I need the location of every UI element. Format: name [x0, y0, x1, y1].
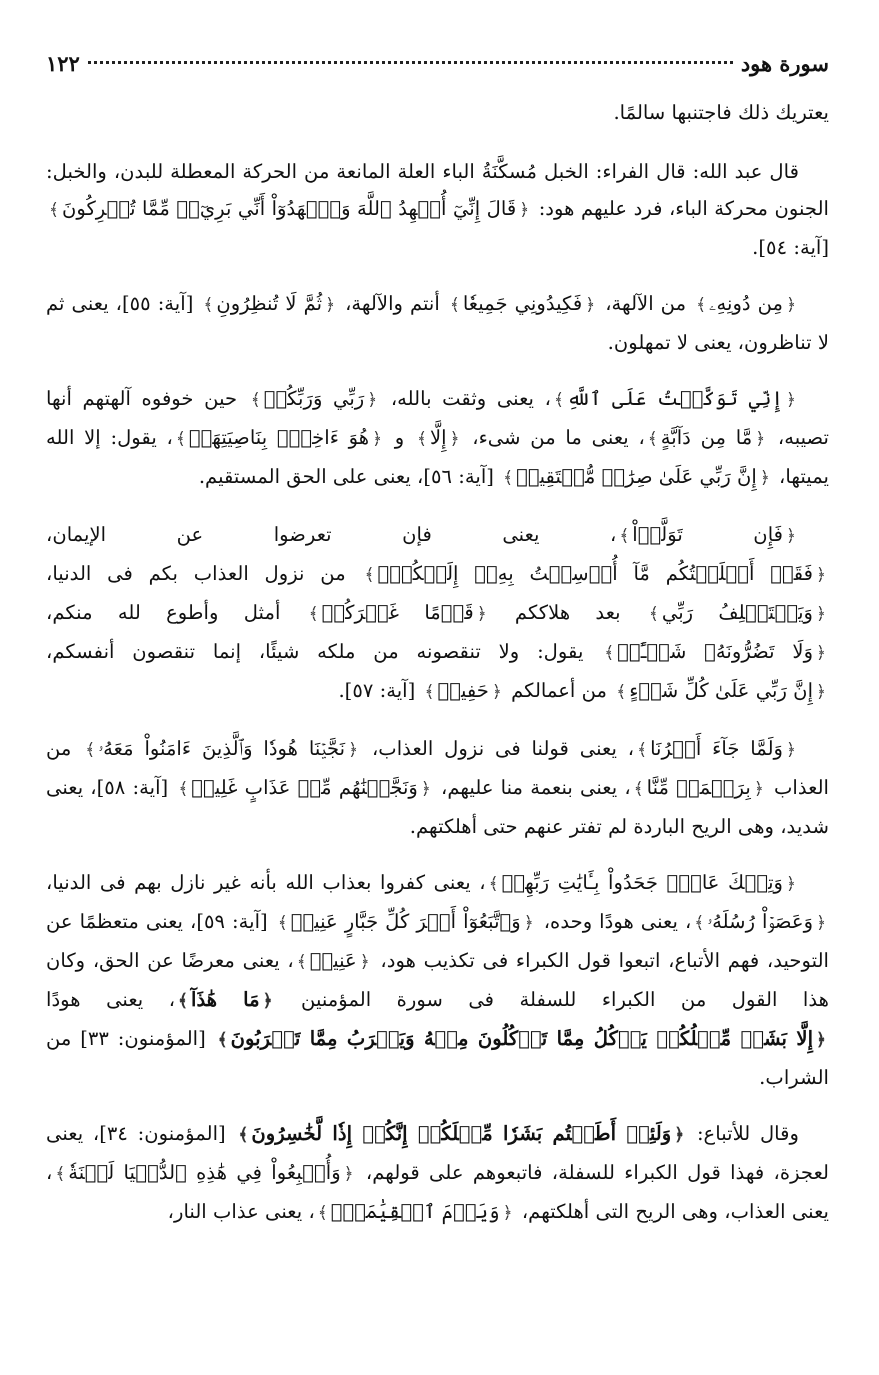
commentary-text: ، يعنى ما من شىء،: [462, 426, 645, 449]
commentary-text: ، يقول: إلا الله يميتها،: [46, 426, 829, 488]
commentary-text: [المؤمنون: ٣٤]، يعنى لعجزة، فهذا قول الكبراء للسفلة، فاتبعوهم على قولهم،: [46, 1122, 829, 1184]
ornate-bracket-close: ﴾: [694, 913, 705, 933]
quran-text: وَلَئِنۡ أَطَعۡتُم بَشَرٗا مِّثۡلَكُمۡ إِنَّكُمۡ إِذٗا لَّخَٰسِرُونَ: [251, 1122, 672, 1145]
commentary-text: يقول: ولا تنقصونه من ملكه شيئًا، إنما تنقصون أنفسكم،: [46, 640, 602, 663]
ornate-bracket-open: ﴿: [786, 390, 796, 410]
quran-quote: [646, 601, 829, 624]
quran-text: هُوَ ءَاخِذُۢ بِنَاصِيَتِهَآۚ: [188, 426, 370, 449]
commentary-text: ، يعنى عذاب النار،: [167, 1200, 315, 1223]
ornate-bracket-open: ﴿: [816, 913, 827, 933]
paragraph: [46, 864, 829, 1096]
quran-quote: [613, 679, 829, 702]
header-dot-leader: [88, 47, 733, 64]
ornate-bracket-open: ﴿: [348, 740, 359, 760]
commentary-text: [آية: ٥٧].: [338, 679, 422, 702]
ornate-bracket-open: ﴿: [476, 604, 487, 624]
commentary-text: ، يعنى العذاب، وهى الريح التى أهلكتهم،: [46, 1161, 829, 1223]
quran-text: نَجَّيۡنَا هُودٗا وَٱلَّذِينَ ءَامَنُواْ مَعَهُۥ: [98, 737, 346, 760]
commentary-text: بعد هلاككم: [489, 601, 646, 624]
quran-text: فَكِيدُونِي جَمِيعٗا: [462, 292, 583, 315]
ornate-bracket-open: ﴿: [816, 565, 826, 585]
ornate-bracket-open: ﴿: [759, 468, 770, 488]
commentary-text: ، يعنى معرضًا عن الحق، وكان هذا القول من الكبراء للسفلة فى سورة المؤمنين: [46, 949, 829, 1011]
paragraph: [46, 730, 829, 845]
ornate-bracket-close: ﴾: [178, 991, 189, 1011]
quran-quote: [421, 679, 504, 702]
ornate-bracket-open: ﴿: [420, 779, 431, 799]
quran-quote: [414, 426, 463, 449]
paragraph: [46, 285, 829, 361]
surah-name: سورة هود: [740, 51, 829, 76]
commentary-text: من الآلهة،: [598, 292, 694, 315]
ornate-bracket-close: ﴾: [604, 643, 615, 663]
ornate-bracket-close: ﴾: [696, 295, 707, 315]
ornate-bracket-open: ﴿: [519, 200, 530, 220]
ornate-bracket-open: ﴿: [585, 295, 596, 315]
quran-text: حَفِيظٞ: [437, 679, 489, 702]
quran-text: مَا هَٰذَآ: [191, 988, 260, 1011]
commentary-text: ، يعنى هودًا وحده،: [536, 910, 692, 933]
quran-quote: [173, 426, 385, 449]
quran-text: وَعَصَوۡاْ رُسُلَهُۥ: [707, 910, 814, 933]
quran-quote: [645, 426, 768, 449]
ornate-bracket-open: ﴿: [816, 1030, 826, 1050]
quran-quote: [82, 737, 361, 760]
ornate-bracket-close: ﴾: [553, 390, 564, 410]
ornate-bracket-close: ﴾: [175, 429, 186, 449]
quran-quote: [500, 465, 773, 488]
commentary-text: [آية: ٥٩]، يعنى متعظمًا عن التوحيد، فهم الأتباع، اتبعوا قول الكبراء فى تكذيب هود،: [46, 910, 829, 972]
ornate-bracket-close: ﴾: [488, 874, 499, 894]
paragraph: [46, 380, 829, 497]
quran-quote: [275, 910, 537, 933]
paragraph: [46, 94, 829, 131]
paragraph: [46, 153, 829, 266]
ornate-bracket-open: ﴿: [262, 991, 273, 1011]
quran-quote: [248, 387, 381, 410]
quran-text: فَقَدۡ أَبۡلَغۡتُكُم مَّآ أُرۡسِلۡتُ بِهِۦٓ إِلَيۡكُمۡۚ: [377, 562, 814, 585]
ornate-bracket-open: ﴿: [372, 429, 383, 449]
ornate-bracket-close: ﴾: [449, 295, 460, 315]
ornate-bracket-close: ﴾: [85, 740, 96, 760]
commentary-text: [آية: ٥٦]، يعنى على الحق المستقيم.: [198, 465, 501, 488]
ornate-bracket-open: ﴿: [491, 682, 502, 702]
ornate-bracket-open: ﴿: [816, 643, 826, 663]
ornate-bracket-close: ﴾: [238, 1125, 249, 1145]
quran-quote: [691, 910, 829, 933]
ornate-bracket-close: ﴾: [203, 295, 214, 315]
quran-quote: [447, 292, 598, 315]
quran-quote: [235, 1122, 687, 1145]
quran-text: مِن دُونِهِۦ: [709, 292, 784, 315]
ornate-bracket-open: ﴿: [502, 1203, 513, 1223]
commentary-text: ، يعنى كفروا بعذاب الله بأنه غير نازل بهم فى الدنيا،: [46, 871, 486, 894]
commentary-text: من العذاب: [46, 737, 829, 799]
ornate-bracket-close: ﴾: [250, 390, 261, 410]
ornate-bracket-close: ﴾: [637, 740, 648, 760]
commentary-text: ، يعنى وثقت بالله،: [380, 387, 551, 410]
commentary-text: وقال للأتباع:: [687, 1122, 799, 1145]
ornate-bracket-close: ﴾: [308, 604, 319, 624]
quran-quote: [362, 562, 830, 585]
quran-text: وَلَمَّا جَآءَ أَمۡرُنَا: [650, 737, 784, 760]
quran-quote: [693, 292, 799, 315]
commentary-text: [آية: ٥٤].: [752, 236, 829, 259]
commentary-text: أمثل وأطوع لله منكم،: [46, 601, 306, 624]
ornate-bracket-close: ﴾: [648, 604, 659, 624]
commentary-text: أنتم والآلهة،: [338, 292, 447, 315]
quran-quote: [631, 776, 767, 799]
paragraph: [46, 516, 829, 711]
ornate-bracket-close: ﴾: [416, 429, 427, 449]
ornate-bracket-close: ﴾: [217, 1030, 228, 1050]
quran-text: وَيَوۡمَ ٱلۡقِيَٰمَةِۗ: [330, 1200, 500, 1223]
ornate-bracket-open: ﴿: [674, 1125, 685, 1145]
quran-text: فَإِن تَوَلَّوۡاْ: [632, 523, 784, 546]
ornate-bracket-open: ﴿: [367, 390, 378, 410]
quran-text: وَلَا تَضُرُّونَهُۥ شَيۡـًٔاۚ: [617, 640, 814, 663]
commentary-text: [آية: ٥٨]، يعنى شديد، وهى الريح الباردة لم تفتر عنهم حتى أهلكتهم.: [46, 776, 829, 838]
quran-text: مَّا مِن دَآبَّةٍ: [660, 426, 753, 449]
ornate-bracket-open: ﴿: [786, 295, 797, 315]
ornate-bracket-close: ﴾: [277, 913, 288, 933]
quran-quote: [46, 197, 532, 220]
quran-text: رَبِّي وَرَبِّكُمۚ: [263, 387, 365, 410]
quran-text: عَنِيدٖ: [309, 949, 357, 972]
quran-quote: [486, 871, 799, 894]
quran-text: إِنَّ رَبِّي عَلَىٰ كُلِّ شَيۡءٍ: [629, 679, 814, 702]
quran-quote: [215, 1027, 829, 1050]
commentary-text: حين خوفوه آلهتهم أنها تصيبه،: [46, 387, 830, 449]
ornate-bracket-close: ﴾: [616, 682, 627, 702]
ornate-bracket-open: ﴿: [786, 526, 796, 546]
quran-quote: [175, 776, 434, 799]
ornate-bracket-open: ﴿: [523, 913, 534, 933]
ornate-bracket-open: ﴿: [753, 779, 764, 799]
quran-text: إِلَّا بَشَرٞ مِّثۡلُكُمۡ يَأۡكُلُ مِمَّا تَأۡكُلُونَ مِنۡهُ وَيَشۡرَبُ مِمَّا تَشۡرَبُونَ: [230, 1027, 814, 1050]
quran-quote: [294, 949, 373, 972]
quran-text: قَوۡمًا غَيۡرَكُمۡ: [321, 601, 474, 624]
paragraph: [46, 1115, 829, 1232]
quran-text: قَالَ إِنِّيٓ أُشۡهِدُ ٱللَّهَ وَٱشۡهَدُوٓاْ أَنِّي بَرِيٓءٞ مِّمَّا تُشۡرِكُونَ: [61, 197, 517, 220]
quran-quote: [616, 523, 799, 546]
quran-text: وَتِلۡكَ عَادٞۖ جَحَدُواْ بِـَٔايَٰتِ رَبِّهِمۡ: [501, 871, 784, 894]
ornate-bracket-open: ﴿: [325, 295, 336, 315]
ornate-bracket-open: ﴿: [786, 874, 796, 894]
ornate-bracket-close: ﴾: [55, 1164, 66, 1184]
ornate-bracket-close: ﴾: [317, 1203, 328, 1223]
ornate-bracket-open: ﴿: [449, 429, 460, 449]
quran-quote: [634, 737, 799, 760]
commentary-text: ، يعنى فإن تعرضوا عن الإيمان،: [46, 523, 617, 546]
ornate-bracket-open: ﴿: [816, 682, 826, 702]
commentary-text: ، يعنى بنعمة منا عليهم،: [433, 776, 631, 799]
ornate-bracket-close: ﴾: [424, 682, 435, 702]
quran-quote: [52, 1161, 356, 1184]
quran-text: وَأُتۡبِعُواْ فِي هَٰذِهِ ٱلدُّنۡيَا لَعۡنَةٗ: [68, 1161, 341, 1184]
ornate-bracket-open: ﴿: [755, 429, 766, 449]
ornate-bracket-close: ﴾: [178, 779, 189, 799]
commentary-text: من أعمالكم: [504, 679, 614, 702]
quran-text: إِنَّ رَبِّي عَلَىٰ صِرَٰطٖ مُّسۡتَقِيمٖ: [516, 465, 757, 488]
quran-text: وَيَسۡتَخۡلِفُ رَبِّي: [661, 601, 814, 624]
page-number: ١٢٢: [46, 51, 80, 76]
quran-quote: [315, 1200, 516, 1223]
quran-quote: [601, 640, 829, 663]
commentary-text: من نزول العذاب بكم فى الدنيا،: [46, 562, 362, 585]
quran-text: بِرَحۡمَةٖ مِّنَّا: [646, 776, 751, 799]
commentary-text: يعتريك ذلك فاجتنبها سالمًا.: [613, 101, 829, 124]
ornate-bracket-open: ﴿: [343, 1164, 354, 1184]
commentary-text: ، يعنى هودًا: [46, 988, 176, 1011]
commentary-text: [المؤمنون: ٣٣] من الشراب.: [46, 1027, 829, 1089]
quran-quote: [551, 387, 799, 410]
commentary-text: ، يعنى قولنا فى نزول العذاب،: [361, 737, 635, 760]
quran-text: ثُمَّ لَا تُنظِرُونِ: [216, 292, 323, 315]
quran-text: وَنَجَّيۡنَٰهُم مِّنۡ عَذَابٍ غَلِيظٖ: [191, 776, 418, 799]
quran-quote: [306, 601, 490, 624]
quran-text: وَٱتَّبَعُوٓاْ أَمۡرَ كُلِّ جَبَّارٍ عَنِيدٖ: [290, 910, 521, 933]
ornate-bracket-open: ﴿: [359, 952, 370, 972]
ornate-bracket-close: ﴾: [296, 952, 307, 972]
quran-text: إِلَّا: [429, 426, 447, 449]
ornate-bracket-close: ﴾: [619, 526, 630, 546]
quran-quote: [200, 292, 338, 315]
ornate-bracket-close: ﴾: [633, 779, 644, 799]
ornate-bracket-close: ﴾: [364, 565, 375, 585]
ornate-bracket-open: ﴿: [816, 604, 826, 624]
running-header: [46, 34, 829, 76]
commentary-text: و: [385, 426, 414, 449]
commentary-text: [آية: ٥٥]، يعنى ثم لا تناظرون، يعنى لا تمهلون.: [46, 292, 829, 354]
ornate-bracket-close: ﴾: [503, 468, 514, 488]
quran-text: إِنِّي تَوَكَّلۡتُ عَلَى ٱللَّهِ: [566, 387, 784, 410]
ornate-bracket-open: ﴿: [786, 740, 796, 760]
quran-quote: [175, 988, 276, 1011]
ornate-bracket-close: ﴾: [647, 429, 658, 449]
ornate-bracket-close: ﴾: [49, 200, 59, 220]
page-body: [46, 94, 829, 1232]
commentary-text: قال عبد الله: قال الفراء: الخبل مُسكَّنَةُ الباء العلة المانعة من الحركة المعطلة للبدن، والخبل: الجنون محركة الباء، فرد عليهم هود:: [46, 160, 829, 220]
